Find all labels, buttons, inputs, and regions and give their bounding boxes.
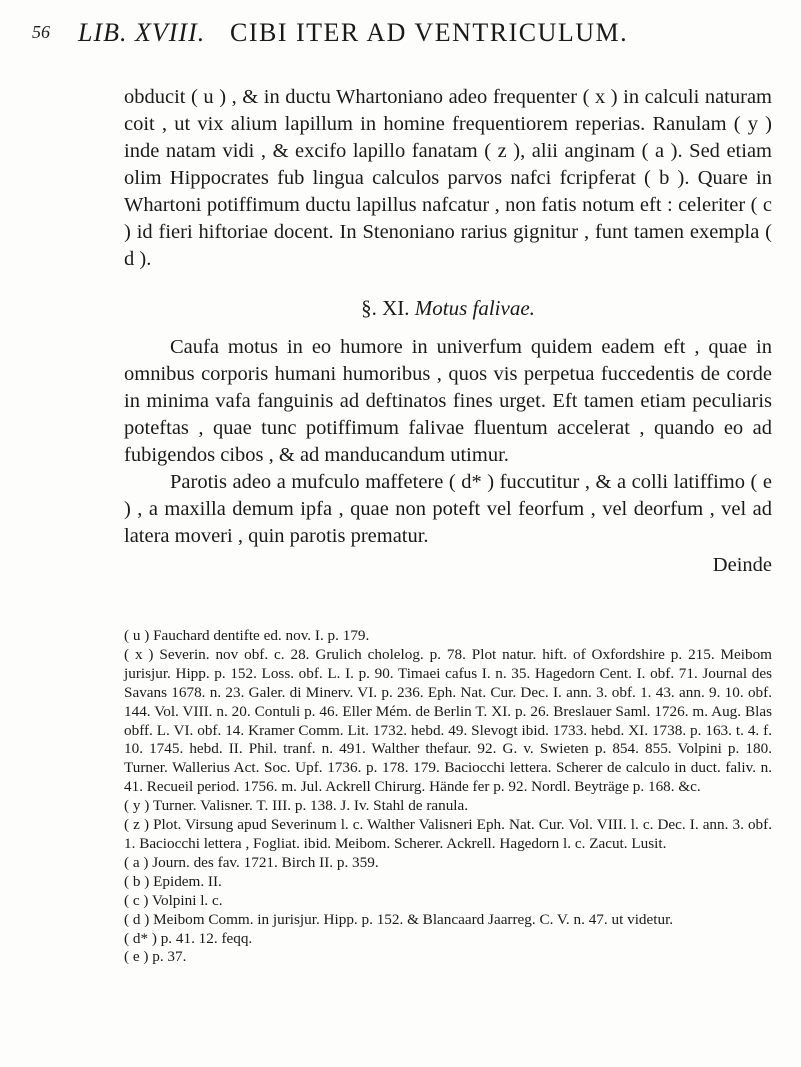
paragraph-3: Parotis adeo a mufculo maffetere ( d* ) fuccutitur , & a colli latiffimo ( e ) , a maxilla demum ipfa , quae non poteft vel feorfum , vel deorfum , vel ad latera moveri , quin parotis prematur.: [124, 471, 772, 547]
footnote-z: ( z ) Plot. Virsung apud Severinum l. c. Walther Valisneri Eph. Nat. Cur. Vol. VIII. l. c. Dec. I. ann. 3. obf. 1. Baciocchi lettera , Fogliat. ibid. Meibom. Scherer. Ackrell. Hagedorn l. c. Zacut. Lusit.: [124, 816, 772, 852]
paragraph-1: obducit ( u ) , & in ductu Whartoniano adeo frequenter ( x ) in calculi naturam coit , ut vix alium lapillum in homine frequentiorem reperias. Ranulam ( y ) inde natam vidi , & excifo lapillo fanatam ( z ), alii anginam ( a ). Sed etiam olim Hippocrates fub lingua calculos parvos nafci fcripferat ( b ). Quare in Whartoni potiffimum ductu lapillus nafcatur , non fatis notum eft : celeriter ( c ) id fieri hiftoriae docent. In Stenoniano rarius gignitur , funt tamen exempla ( d ).: [124, 86, 772, 270]
footnote-d: ( d ) Meibom Comm. in jurisjur. Hipp. p. 152. & Blancaard Jaarreg. C. V. n. 47. ut videtur.: [124, 910, 674, 928]
page-header: [30, 14, 770, 54]
footnote-e: ( e ) p. 37.: [124, 948, 187, 966]
footnote-u: ( u ) Fauchard dentifte ed. nov. I. p. 179.: [124, 627, 370, 644]
footnotes: [124, 627, 772, 967]
book-label: LIB. XVIII.: [78, 18, 206, 47]
footnote-a: ( a ) Journ. des fav. 1721. Birch II. p. 359.: [124, 853, 379, 871]
footnote-x: ( x ) Severin. nov obf. c. 28. Grulich cholelog. p. 78. Plot natur. hift. of Oxfordshire p. 215. Meibom jurisjur. Hipp. p. 152. Loss. obf. L. I. p. 90. Timaei cafus I. n. 35. Hagedorn Cent. I. obf. 71. Journal des Savans 1678. n. 23. Galer. di Minerv. VI. p. 236. Eph. Nat. Cur. Dec. I. ann. 3. obf. 1. 43. ann. 9. 10. obf. 144. Vol. VIII. n. 20. Contuli p. 46. Eller Mém. de Berlin T. XI. p. 26. Breslauer Saml. 1726. m. Aug. Blas obff. L. VI. obf. 14. Kramer Comm. Lit. 1732. hebd. 49. Slevogt ibid. 1733. hebd. XI. 1738. p. 163. t. 4. f. 10. 1745. hebd. II. Phil. tranf. n. 491. Walther thefaur. 92. G. v. Swieten p. 854. 855. Volpini p. 180. Turner. Wallerius Act. Soc. Upf. 1736. p. 178. 179. Baciocchi lettera. Scherer de calculo in duct. faliv. n. 41. Recueil period. 1756. m. Jul. Ackrell Chirurg. Hände fer p. 92. Nordl. Beyträge p. 168. &c.: [124, 645, 772, 796]
section-title: Motus falivae.: [414, 296, 535, 320]
running-title: CIBI ITER AD VENTRICULUM.: [230, 18, 629, 47]
section-number: §. XI.: [361, 296, 410, 320]
paragraph-2: Caufa motus in eo humore in univerfum quidem eadem eft , quae in omnibus corporis humani humoribus , quos vis perpetua fuccedentis de corde in minima vafa fanguinis ad deftinatos fines urget. Eft tamen etiam peculiaris poteftas , quae tunc potiffimum falivae fluentum accelerat , quando eo ad fubigendos cibos , & ad manducandum utimur.: [124, 336, 772, 466]
footnote-y: ( y ) Turner. Valisner. T. III. p. 138. J. Iv. Stahl de ranula.: [124, 797, 469, 815]
section-heading: [124, 295, 772, 322]
footnote-b: ( b ) Epidem. II.: [124, 872, 222, 890]
footnote-d-star: ( d* ) p. 41. 12. feqq.: [124, 929, 253, 947]
main-text: [124, 84, 772, 579]
footnote-c: ( c ) Volpini l. c.: [124, 891, 223, 909]
page-number: 56: [32, 22, 50, 42]
catchword: Deinde: [712, 554, 772, 576]
